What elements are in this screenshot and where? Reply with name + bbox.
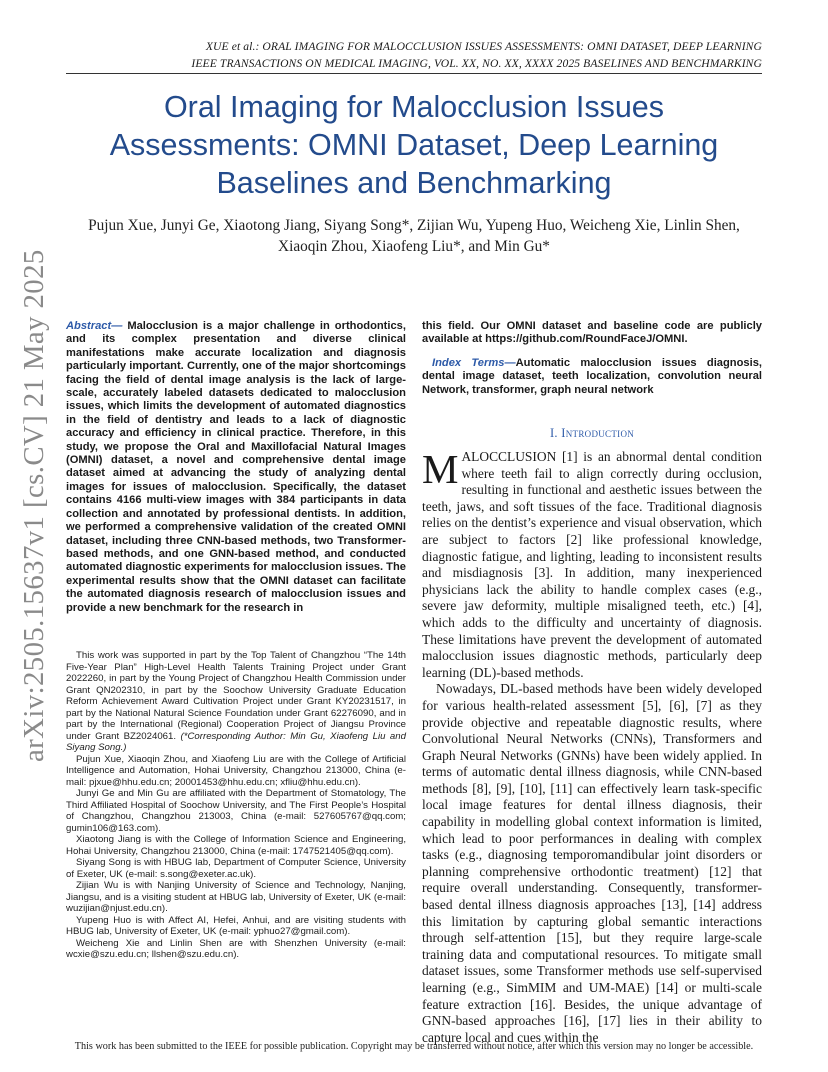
introduction-body <box>422 446 762 1046</box>
footnote-affiliation: Pujun Xue, Xiaoqin Zhou, and Xiaofeng Liu are with the College of Artificial Intelligence and Automation, Hohai University, Changzhou 213000, China (e-mail: pjxue@hhu.edu.cn; 20001453@hhu.edu.cn; xfliu@hhu.edu.cn). <box>66 753 406 788</box>
running-header-line-1: XUE et al.: ORAL IMAGING FOR MALOCCLUSION ISSUES ASSESSMENTS: OMNI DATASET, DEEP LEARNING <box>205 40 762 53</box>
drop-cap: M <box>422 446 459 492</box>
abstract-continued-text: this field. Our OMNI dataset and baseline code are publicly available at https://github.com/RoundFaceJ/OMNI. <box>422 320 762 346</box>
section-number: I. <box>549 426 558 440</box>
section-title: Introduction <box>561 426 635 440</box>
footnote-affiliation: Zijian Wu is with Nanjing University of Science and Technology, Nanjing, Jiangsu, and is a visiting student at HBUG lab, University of Exeter, UK (e-mail: wuzijian@njust.edu.cn). <box>66 880 406 914</box>
running-header-line-2: IEEE TRANSACTIONS ON MEDICAL IMAGING, VOL. XX, NO. XX, XXXX 2025 BASELINES AND BENCHMARKING <box>191 57 762 70</box>
footnote-affiliation: Yupeng Huo is with Affect AI, Hefei, Anhui, and are visiting students with HBUG lab, University of Exeter, UK (e-mail: yphuo27@gmail.com). <box>66 914 406 937</box>
abstract-dash: — <box>111 320 123 332</box>
footnote-affiliation: Xiaotong Jiang is with the College of Information Science and Engineering, Hohai University, Changzhou 213000, China (e-mail: 1747521405@qq.com). <box>66 834 406 857</box>
footnote-affiliation: Weicheng Xie and Linlin Shen are with Shenzhen University (e-mail: wcxie@szu.edu.cn; llshen@szu.edu.cn). <box>66 937 406 960</box>
paper-title: Oral Imaging for Malocclusion Issues Assessments: OMNI Dataset, Deep Learning Baselines and Benchmarking <box>109 90 719 200</box>
arxiv-identifier: arXiv:2505.15637v1 [cs.CV] 21 May 2025 <box>18 249 50 762</box>
footnote-affiliation: Junyi Ge and Min Gu are affiliated with the Department of Stomatology, The Third Affiliated Hospital of Soochow University, and The First People’s Hospital of Changzhou, Changzhou 213003, China (e-mail: 527605767@qq.com; gumin106@163.com). <box>66 788 406 834</box>
index-terms-label: Index Terms <box>432 356 505 369</box>
index-terms-text: Automatic malocclusion issues diagnosis, dental image dataset, teeth localization, convolution neural Network, transformer, graph neural network <box>422 356 763 396</box>
intro-paragraph-1: MALOCCLUSION [1] is an abnormal dental condition where teeth fail to align correctly during occlusion, resulting in functional and aesthetic issues between the teeth, jaws, and soft tissues of the face. Traditional diagnosis relies on the dentist’s experience and visual observation, which are subject to factors [2] like professional knowledge, diagnostic fatigue, and lighting, leading to inconsistent results and misdiagnosis [3]. In addition, many inexperienced physicians lack the ability to handle complex cases (e.g., severe jaw deformity, multiple misaligned teeth, etc.) [4], which adds to the difficulty and uncertainty of diagnosis. These limitations have prevent the development of automated malocclusion issues diagnostic methods, particularly deep learning (DL)-based methods. <box>422 446 762 680</box>
copyright-footer: This work has been submitted to the IEEE for possible publication. Copyright may be transferred without notice, after which this version may no longer be accessible. <box>74 1041 754 1052</box>
abstract-label: Abstract <box>66 320 112 332</box>
footnote-funding: This work was supported in part by the Top Talent of Changzhou “The 14th Five-Year Plan” High-Level Health Talents Training Project under Grant 2022260, in part by the Young Project of Changzhou Health Commission under Grant QN202310, in part by the Soochow University Graduate Education Reform Achievement Award Cultivation Project under Grant KY20231517, in part by the National Natural Science Foundation under Grant 62276090, and in part by the International (Regional) Cooperation Project of Jiangsu Province under Grant BZ2024061. (*Corresponding Author: Min Gu, Xiaofeng Liu and Siyang Song.) <box>66 650 406 753</box>
header-rule <box>66 73 762 74</box>
abstract-text: Malocclusion is a major challenge in orthodontics, and its complex presentation and diverse clinical manifestations make accurate localization and diagnosis particularly important. Currently, one of the major shortcomings facing the field of dental image analysis is the lack of large-scale, accurately labeled datasets dedicated to malocclusion issues, which limits the development of automated diagnostics in the field of dentistry and leads to a lack of diagnostic accuracy and efficiency in clinical practice. Therefore, in this study, we propose the Oral and Maxillofacial Natural Images (OMNI) dataset, a novel and comprehensive dental image dataset aimed at advancing the study of analyzing dental images for issues of malocclusion. Specifically, the dataset contains 4166 multi-view images with 384 participants in data collection and annotated by professional dentists. In addition, we performed a comprehensive validation of the created OMNI dataset, including three CNN-based methods, two Transformer-based methods, and one GNN-based method, and conducted automated diagnostic experiments for malocclusion issues. The experimental results show that the OMNI dataset can facilitate the automated diagnosis research of malocclusion issues and provide a new benchmark for the research in <box>66 320 406 614</box>
footnote-corresponding-authors: (*Corresponding Author: Min Gu, Xiaofeng Liu and Siyang Song.) <box>66 730 406 753</box>
intro-paragraph-2: Nowadays, DL-based methods have been widely developed for various health-related assessment [5], [6], [7] as they provide objective and repeatable diagnostic results, where Convolutional Neural Networks (CNNs), Transformers and Graph Neural Networks (GNNs) have been widely applied. In terms of automatic dental illness diagnosis, while CNN-based methods [8], [9], [10], [11] can effectively learn task-specific local image features for dental illness diagnosis, their capability in modelling global context information is limited, which lead to poor performances in dealing with complex tasks (e.g., diagnosing temporomandibular joint disorders or planning comprehensive orthodontic treatment) [12] that require overall understanding. Consequently, transformer-based dental illness diagnosis approaches [13], [14] address this limitation by capturing global semantic interactions through self-attention [15], but they require large-scale training data and computational resources. To mitigate small dataset issues, some Transformer methods use self-supervised learning (e.g., SimMIM and UM-MAE) [14] or multi-scale feature extraction [16]. Besides, the unique advantage of GNN-based approaches [16], [17] lies in their ability to capture local and cues within the <box>422 681 762 1045</box>
author-list: Pujun Xue, Junyi Ge, Xiaotong Jiang, Siyang Song*, Zijian Wu, Yupeng Huo, Weicheng Xie, Linlin Shen, Xiaoqin Zhou, Xiaofeng Liu*, and Min Gu* <box>88 217 740 255</box>
abstract-continued <box>422 320 762 397</box>
section-heading <box>422 426 762 441</box>
footnote-affiliation: Siyang Song is with HBUG lab, Department of Computer Science, University of Exeter, UK (e-mail: s.song@exeter.ac.uk). <box>66 857 406 880</box>
abstract <box>66 320 406 615</box>
footnotes <box>66 650 406 961</box>
index-terms: Index Terms—Automatic malocclusion issues diagnosis, dental image dataset, teeth localization, convolution neural Network, transformer, graph neural network <box>422 356 763 396</box>
